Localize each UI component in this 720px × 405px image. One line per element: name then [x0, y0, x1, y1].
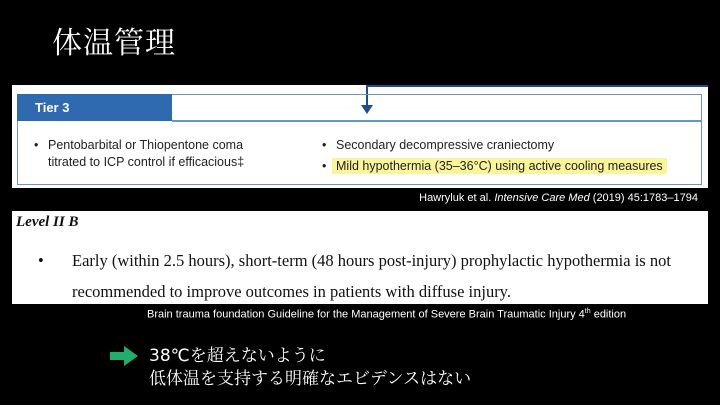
flow-arrow-line	[366, 85, 708, 87]
citation-2-sup: th	[584, 308, 591, 315]
conclusion-line2: 低体温を支持する明確なエビデンスはない	[149, 369, 472, 389]
guideline-statement-block	[40, 245, 700, 307]
bullet-icon: •	[322, 138, 327, 152]
tier-left-line2: titrated to ICP control if efficacious‡	[48, 155, 245, 169]
citation-1-details: (2019) 45:1783–1794	[592, 192, 698, 204]
right-arrow-icon	[110, 346, 138, 366]
tier-left-column	[34, 137, 294, 171]
citation-1-journal: Intensive Care Med	[494, 192, 590, 204]
tier-right-item2-highlighted: Mild hypothermia (35–36°C) using active cooling measures	[332, 158, 667, 174]
evidence-level: Level II B	[16, 214, 79, 230]
tier-right-item1: Secondary decompressive craniectomy	[336, 138, 555, 152]
conclusion-line1: 38℃を超えないように	[149, 346, 326, 366]
conclusion	[149, 345, 471, 391]
tier-left-line1: Pentobarbital or Thiopentone coma	[48, 138, 244, 152]
bullet-icon: •	[38, 251, 44, 270]
tier3-figure	[12, 85, 708, 188]
citation-2-text: Brain trauma foundation Guideline for the Management of Severe Brain Traumatic Injury 4	[147, 308, 585, 321]
tier-heading: Tier 3	[17, 94, 172, 121]
citation-1	[419, 192, 698, 204]
bullet-icon: •	[34, 138, 39, 152]
tier-right-column	[322, 137, 702, 175]
tier-divider	[172, 120, 701, 122]
slide-title: 体温管理	[52, 26, 176, 61]
bullet-icon: •	[322, 159, 327, 173]
citation-1-authors: Hawryluk et al.	[419, 192, 492, 204]
guideline-panel	[12, 211, 708, 304]
citation-2-suffix: edition	[590, 308, 627, 321]
citation-2	[147, 308, 626, 321]
guideline-statement: Early (within 2.5 hours), short-term (48 hours post-injury) prophylactic hypothermia is not recommended to improve outcomes in patients with diffuse injury.	[72, 251, 671, 301]
